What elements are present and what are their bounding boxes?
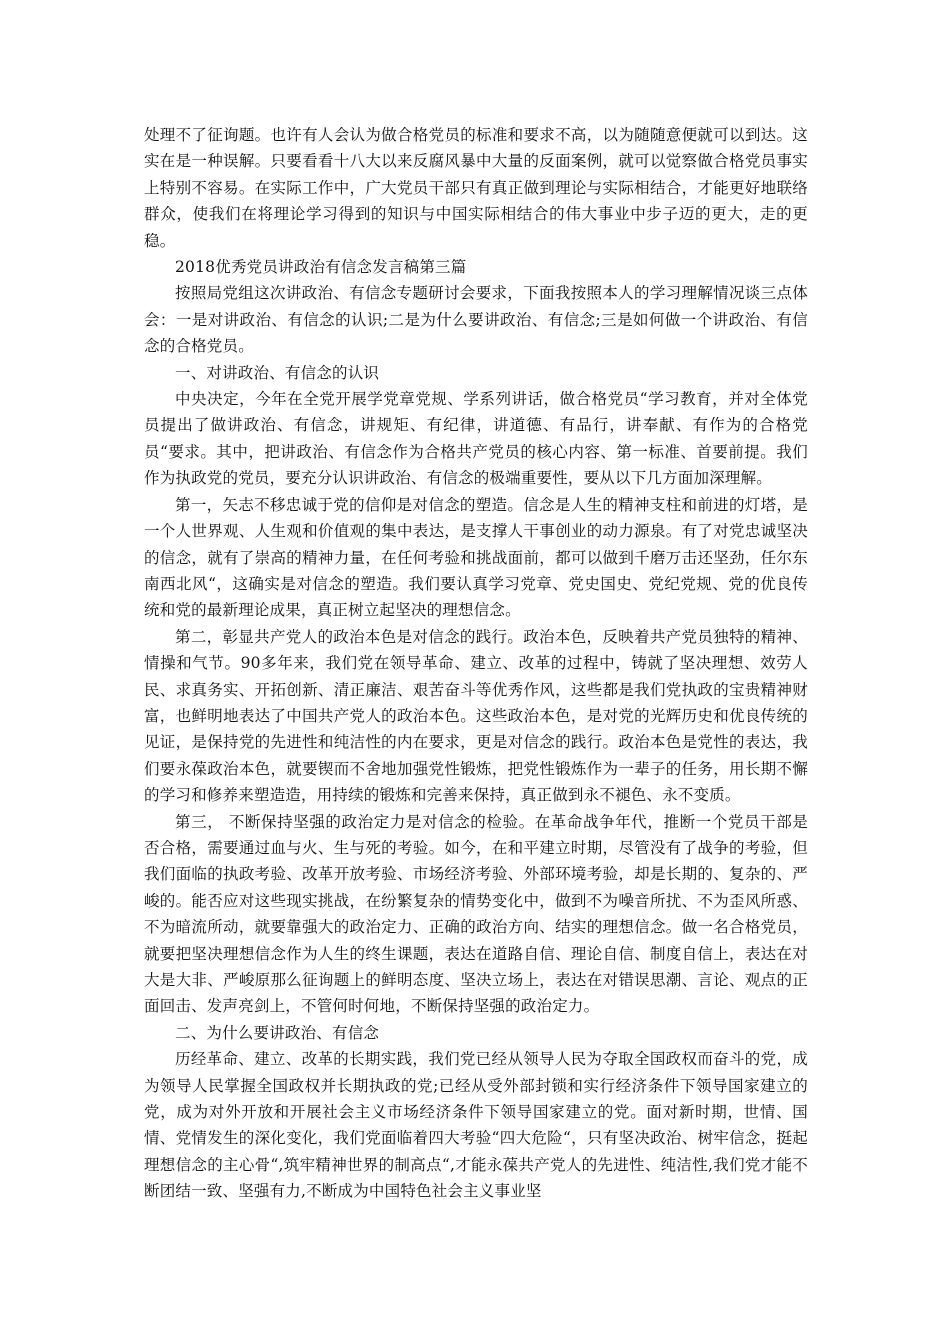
paragraph-first-point: 第一，矢志不移忠诚于党的信仰是对信念的塑造。信念是人生的精神支柱和前进的灯塔，是一个人世界观、人生观和价值观的集中表达，是支撑人干事创业的动力源泉。有了对党忠诚坚决的信念，就有了崇高的精神力量，在任何考验和挑战面前，都可以做到千磨万击还坚劲，任尔东南西北风“，这确实是对信念的塑造。我们要认真学习党章、党史国史、党纪党规、党的优良传统和党的最新理论成果，真正树立起坚决的理想信念。 [144,495,808,620]
paragraph-continuation: 处理不了征询题。也许有人会认为做合格党员的标准和要求不高，以为随随意便就可以到达。这实在是一种误解。只要看看十八大以来反腐风暴中大量的反面案例，就可以觉察做合格党员事实上特别不容易。在实际工作中，广大党员干部只有真正做到理论与实际相结合，才能更好地联络群众，使我们在将理论学习得到的知识与中国实际相结合的伟大事业中步子迈的更大，走的更稳。 [144,126,808,250]
paragraph-history: 历经革命、建立、改革的长期实践，我们党已经从领导人民为夺取全国政权而奋斗的党，成为领导人民掌握全国政权并长期执政的党;已经从受外部封锁和实行经济条件下领导国家建立的党，成为对外开放和开展社会主义市场经济条件下领导国家建立的党。面对新时期，世情、国情、党情发生的深化变化，我们党面临着四大考验“四大危险“，只有坚决政治、树牢信念，挺起理想信念的主心骨“,筑牢精神世界的制高点“,才能永葆共产党人的先进性、纯洁性,我们党才能不断团结一致、坚强有力,不断成为中国特色社会主义事业坚 [144,1050,808,1201]
paragraph-intro: 按照局党组这次讲政治、有信念专题研讨会要求，下面我按照本人的学习理解情况谈三点体会：一是对讲政治、有信念的认识;二是为什么要讲政治、有信念;三是如何做一个讲政治、有信念的合格党员。 [144,284,808,356]
heading-part-one: 一、对讲政治、有信念的认识 [175,363,380,382]
document-body [144,122,808,1205]
section-title: 2018优秀党员讲政治有信念发言稿第三篇 [175,258,467,277]
paragraph-second-point: 第二，彰显共产党人的政治本色是对信念的践行。政治本色，反映着共产党员独特的精神、情操和气节。90多年来，我们党在领导革命、建立、改革的过程中，铸就了坚决理想、效劳人民、求真务实、开拓创新、清正廉洁、艰苦奋斗等优秀作风，这些都是我们党执政的宝贵精神财富，也鲜明地表达了中国共产党人的政治本色。这些政治本色，是对党的光辉历史和优良传统的见证，是保持党的先进性和纯洁性的内在要求，更是对信念的践行。政治本色是党性的表达，我们要永葆政治本色，就要锲而不舍地加强党性锻炼，把党性锻炼作为一辈子的任务，用长期不懈的学习和修养来塑造造，用持续的锻炼和完善来保持，真正做到永不褪色、永不变质。 [144,627,808,805]
paragraph-third-point: 第三， 不断保持坚强的政治定力是对信念的检验。在革命战争年代，推断一个党员干部是否合格，需要通过血与火、生与死的考验。如今，在和平建立时期，尽管没有了战争的考验，但我们面临的执政考验、改革开放考验、市场经济考验、外部环境考验，却是长期的、复杂的、严峻的。能否应对这些现实挑战，在纷繁复杂的情势变化中，做到不为噪音所扰、不为歪风所惑、不为暗流所动，就要靠强大的政治定力、正确的政治方向、结实的理想信念。做一名合格党员，就要把坚决理想信念作为人生的终生课题，表达在道路自信、理论自信、制度自信上，表达在对大是大非、严峻原那么征询题上的鲜明态度、坚决立场上，表达在对错误思潮、言论、观点的正面回击、发声亮剑上，不管何时何地，不断保持坚强的政治定力。 [144,812,808,1016]
heading-part-two: 二、为什么要讲政治、有信念 [175,1023,380,1042]
paragraph-central-decision: 中央决定，今年在全党开展学党章党规、学系列讲话，做合格党员“学习教育，并对全体党员提出了做讲政治、有信念，讲规矩、有纪律，讲道德、有品行，讲奉献、有作为的合格党员“要求。其中，把讲政治、有信念作为合格共产党员的核心内容、第一标准、首要前提。我们作为执政党的党员，要充分认识讲政治、有信念的极端重要性，要从以下几方面加深理解。 [144,390,808,488]
